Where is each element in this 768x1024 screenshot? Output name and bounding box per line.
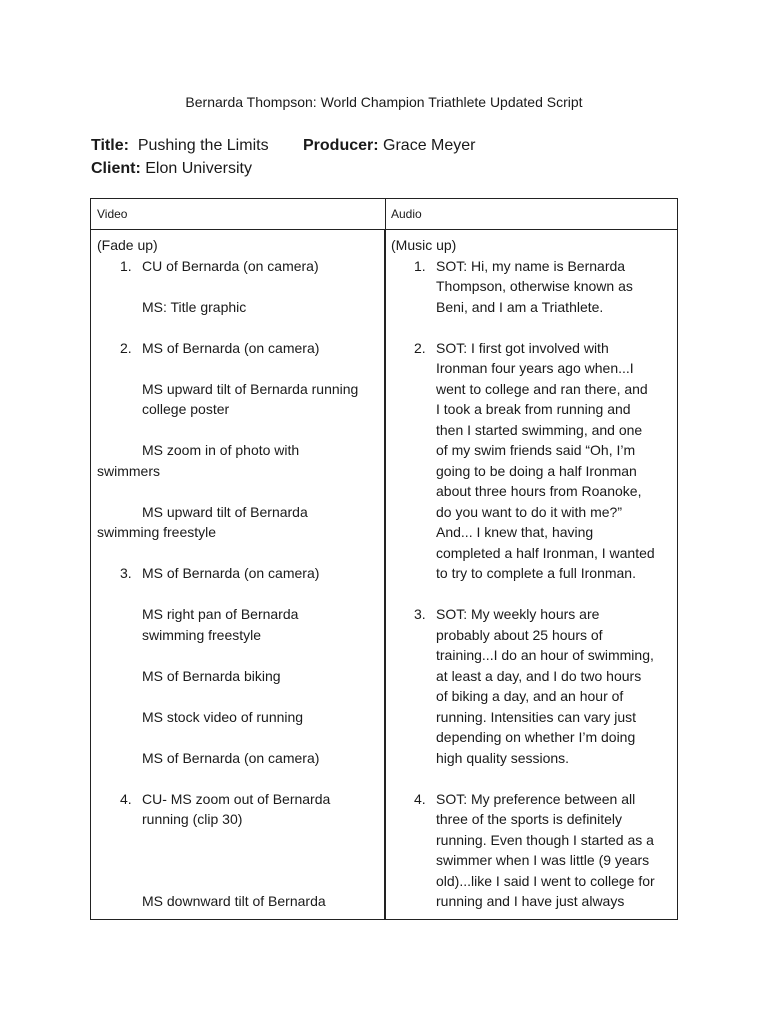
audio-line: Ironman four years ago when...I	[436, 360, 634, 376]
title-field	[91, 136, 269, 156]
video-line: MS upward tilt of Bernarda	[142, 503, 308, 520]
video-line: MS stock video of running	[142, 708, 304, 725]
audio-column-header: Audio	[391, 207, 422, 221]
script-table	[90, 198, 678, 920]
audio-line: probably about 25 hours of	[436, 626, 603, 643]
video-line: MS right pan of Bernarda	[142, 606, 299, 622]
video-line: MS of Bernarda biking	[142, 667, 281, 684]
item-number: 1.	[120, 257, 132, 274]
audio-cell	[391, 235, 675, 912]
producer-field	[303, 136, 476, 156]
audio-line: running and I have just always	[436, 893, 625, 909]
audio-line: three of the sports is definitely	[436, 811, 622, 827]
audio-line: swimmer when I was little (9 years	[436, 852, 650, 868]
audio-line: depending on whether I’m doing	[436, 729, 636, 745]
audio-line: going to be doing a half Ironman	[436, 462, 637, 479]
video-line: college poster	[142, 401, 230, 417]
audio-line: of biking a day, and an hour of	[436, 688, 624, 704]
video-line	[97, 789, 381, 810]
producer-value: Grace Meyer	[383, 137, 476, 154]
client-field	[91, 159, 252, 179]
audio-line: And... I knew that, having	[436, 524, 594, 540]
audio-line: training...I do an hour of swimming,	[436, 647, 654, 663]
video-column-header: Video	[97, 207, 128, 221]
title-value: Pushing the Limits	[137, 137, 269, 154]
audio-line: I took a break from running and	[436, 401, 631, 417]
video-line: MS upward tilt of Bernarda running	[142, 380, 359, 397]
item-number: 4.	[414, 790, 426, 807]
page-heading: Bernarda Thompson: World Champion Triathlete Updated Script	[185, 94, 583, 110]
video-line: MS zoom in of photo with	[142, 442, 300, 458]
video-opening: (Fade up)	[97, 237, 158, 253]
audio-line: old)...like I said I went to college for	[436, 872, 655, 889]
item-number: 3.	[414, 606, 426, 622]
video-text: CU of Bernarda (on camera)	[142, 257, 319, 274]
video-line	[97, 563, 381, 584]
video-text: CU- MS zoom out of Bernarda	[142, 790, 331, 807]
audio-text: SOT: My weekly hours are	[436, 606, 600, 622]
audio-line: running. Even though I started as a	[436, 831, 654, 848]
title-label: Title:	[91, 137, 129, 154]
video-text: MS of Bernarda (on camera)	[142, 339, 320, 356]
video-line	[97, 338, 381, 359]
audio-line: high quality sessions.	[436, 749, 570, 766]
audio-line: about three hours from Roanoke,	[436, 483, 642, 499]
audio-line: of my swim friends said “Oh, I’m	[436, 442, 636, 458]
video-line: MS of Bernarda (on camera)	[142, 749, 320, 766]
audio-line: went to college and ran there, and	[436, 380, 648, 397]
audio-line	[391, 256, 675, 277]
item-number: 2.	[120, 339, 132, 356]
audio-line	[391, 604, 675, 625]
video-text: MS of Bernarda (on camera)	[142, 565, 320, 581]
item-number: 1.	[414, 257, 426, 274]
video-line	[97, 256, 381, 277]
item-number: 2.	[414, 339, 426, 356]
audio-line: completed a half Ironman, I wanted	[436, 544, 655, 561]
audio-line: Beni, and I am a Triathlete.	[436, 298, 604, 315]
producer-label: Producer:	[303, 137, 379, 154]
client-value: Elon University	[145, 160, 252, 177]
audio-text: SOT: Hi, my name is Bernarda	[436, 257, 626, 274]
video-cell	[97, 235, 381, 912]
audio-line: do you want to do it with me?”	[436, 503, 622, 520]
audio-opening: (Music up)	[391, 237, 457, 253]
video-line: MS downward tilt of Bernarda	[142, 893, 326, 909]
audio-text: SOT: My preference between all	[436, 790, 636, 807]
audio-line	[391, 789, 675, 810]
audio-line	[391, 338, 675, 359]
audio-line: running. Intensities can vary just	[436, 708, 636, 725]
item-number: 4.	[120, 790, 132, 807]
header-rule	[91, 229, 677, 230]
audio-line: at least a day, and I do two hours	[436, 667, 642, 684]
audio-text: SOT: I first got involved with	[436, 339, 609, 356]
video-line: running (clip 30)	[142, 811, 243, 827]
video-line: swimmers	[97, 462, 160, 479]
audio-line: then I started swimming, and one	[436, 421, 643, 438]
video-line: MS: Title graphic	[142, 298, 247, 315]
video-line: swimming freestyle	[142, 626, 262, 643]
audio-line: to try to complete a full Ironman.	[436, 565, 636, 581]
video-line: swimming freestyle	[97, 524, 217, 540]
audio-line: Thompson, otherwise known as	[436, 278, 633, 294]
client-label: Client:	[91, 160, 141, 177]
item-number: 3.	[120, 565, 132, 581]
column-divider-body	[384, 229, 386, 919]
